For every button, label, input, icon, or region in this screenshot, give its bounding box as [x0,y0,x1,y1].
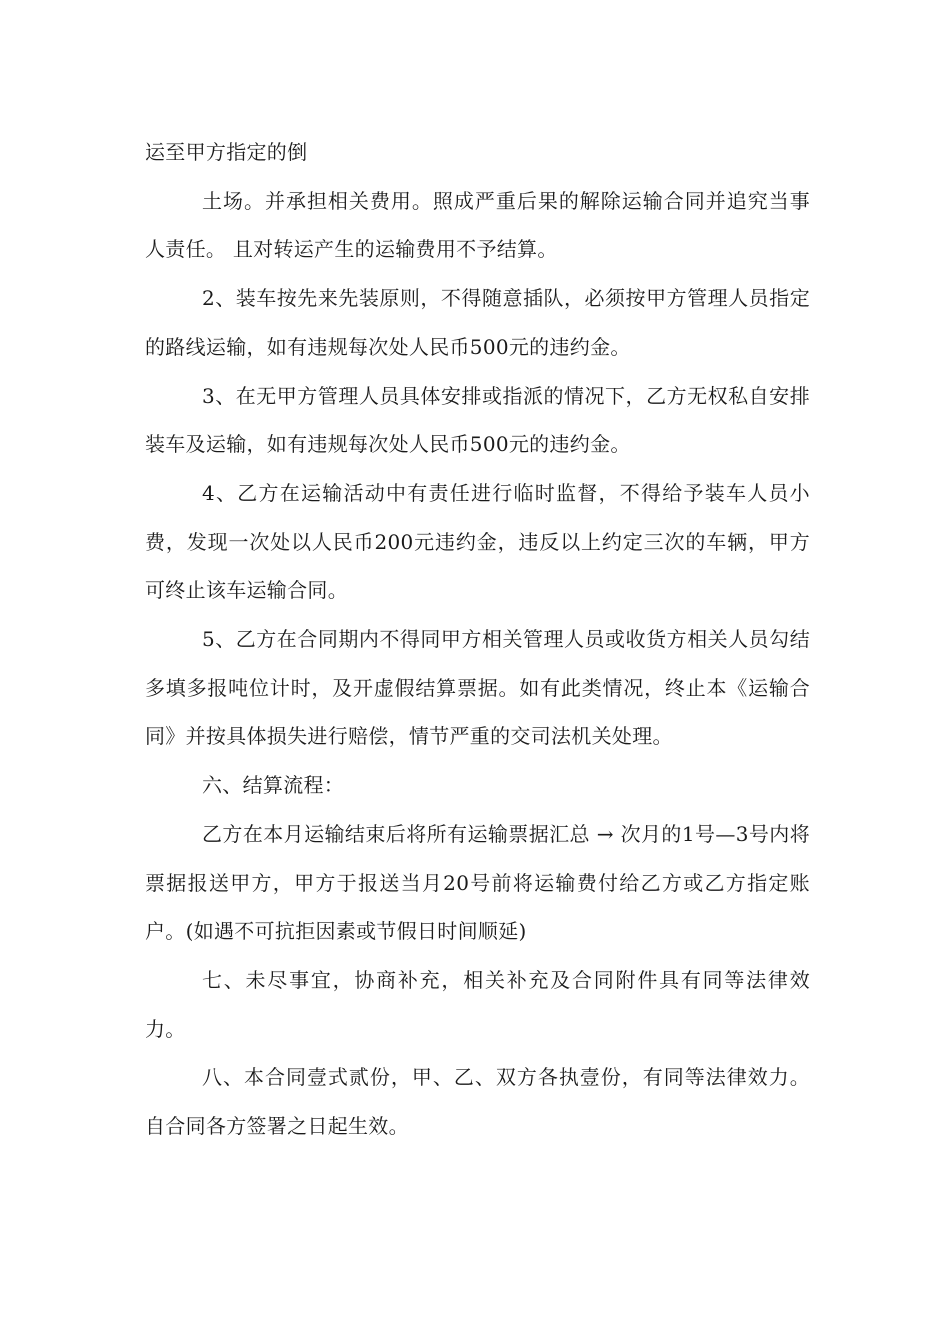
paragraph-clause-2: 2、装车按先来先装原则，不得随意插队，必须按甲方管理人员指定的路线运输，如有违规每次处人民币500元的违约金。 [145,286,810,359]
section-heading-settlement: 六、结算流程： [202,773,345,798]
paragraph-settlement-process: 乙方在本月运输结束后将所有运输票据汇总 → 次月的1号—3号内将票据报送甲方，甲方于报送当月20号前将运输费付给乙方或乙方指定账户。(如遇不可抗拒因素或节假日时间顺延) [145,821,810,944]
paragraph-transfer-fees: 土场。并承担相关费用。照成严重后果的解除运输合同并追究当事人责任。 且对转运产生的运输费用不予结算。 [145,188,810,262]
contract-body [145,128,810,1151]
paragraph-continuation: 运至甲方指定的倒 [145,140,308,164]
paragraph-section-7: 七、未尽事宜，协商补充，相关补充及合同附件具有同等法律效力。 [145,967,810,1041]
paragraph-clause-5: 5、乙方在合同期内不得同甲方相关管理人员或收货方相关人员勾结多填多报吨位计时，及开虚假结算票据。如有此类情况，终止本《运输合同》并按具体损失进行赔偿，情节严重的交司法机关处理。 [145,627,810,749]
paragraph-clause-4: 4、乙方在运输活动中有责任进行临时监督，不得给予装车人员小费，发现一次处以人民币200元违约金，违反以上约定三次的车辆，甲方可终止该车运输合同。 [145,480,810,603]
paragraph-clause-3: 3、在无甲方管理人员具体安排或指派的情况下，乙方无权私自安排装车及运输，如有违规每次处人民币500元的违约金。 [145,383,810,457]
paragraph-section-8: 八、本合同壹式贰份，甲、乙、双方各执壹份，有同等法律效力。自合同各方签署之日起生效。 [145,1065,810,1139]
